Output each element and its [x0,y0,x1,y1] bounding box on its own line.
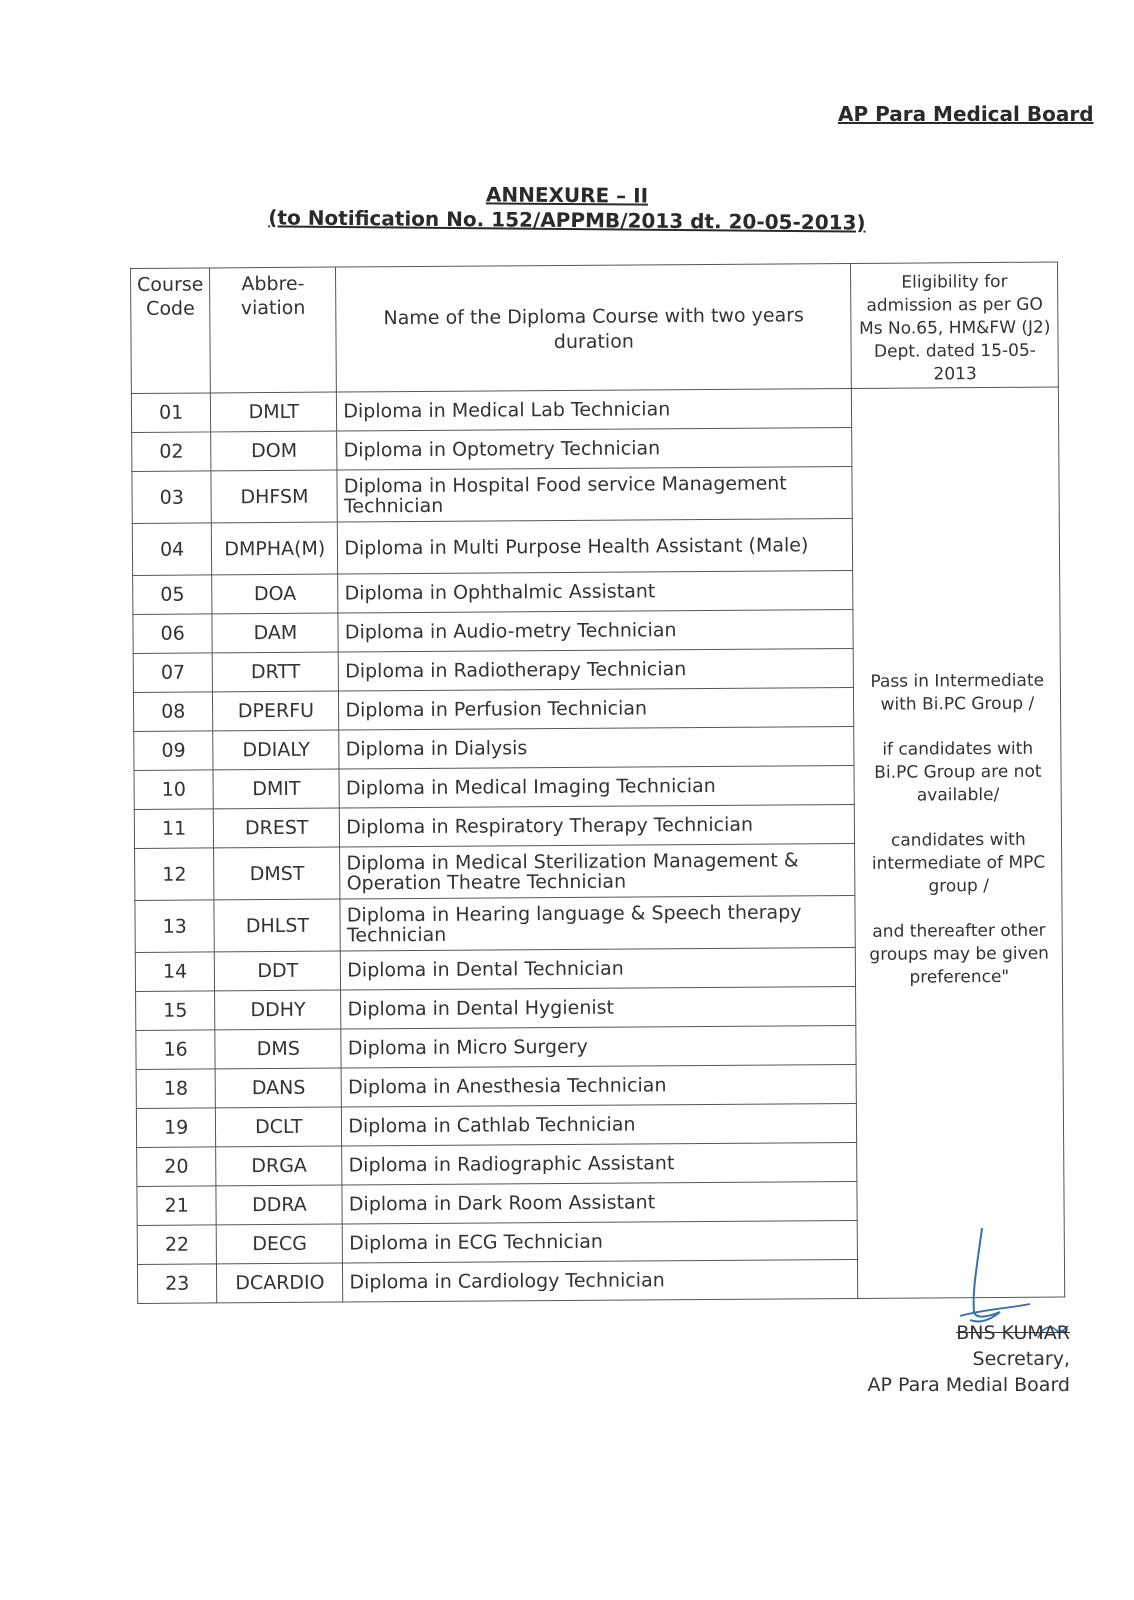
course-name: Diploma in Cathlab Technician [342,1103,857,1146]
eligibility-text-1: Pass in Intermediate with Bi.PC Group / [870,670,1045,715]
org-header: AP Para Medical Board [838,102,1094,126]
course-code: 06 [133,614,213,654]
signatory-org: AP Para Medial Board [867,1374,1070,1396]
annexure-subtitle: (to Notification No. 152/APPMB/2013 dt. 20-05-2013) [268,205,866,235]
course-abbreviation: DMS [215,1029,341,1069]
course-abbreviation: DECG [217,1224,343,1264]
course-code: 18 [136,1069,216,1109]
course-abbreviation: DDHY [215,990,341,1030]
course-code: 19 [136,1108,216,1148]
course-abbreviation: DRGA [216,1146,342,1186]
course-code: 13 [135,900,215,953]
course-code: 07 [133,653,213,693]
course-abbreviation: DMLT [211,392,337,432]
course-name: Diploma in Hearing language & Speech therapy Technician [340,895,855,951]
course-name: Diploma in Audio-metry Technician [338,609,853,652]
course-abbreviation: DOA [212,574,338,614]
eligibility-cell [852,387,1065,1298]
course-code: 15 [136,991,216,1031]
eligibility-text-4: and thereafter other groups may be given preference" [869,920,1049,988]
course-abbreviation: DDT [215,951,341,991]
course-name: Diploma in Dark Room Assistant [342,1181,857,1224]
header-eligibility: Eligibility for admission as per GO Ms No.65, HM&FW (J2) Dept. dated 15-05-2013 [851,262,1059,388]
course-code: 05 [133,575,213,615]
course-abbreviation: DAM [212,613,338,653]
table-header-row [131,262,1059,393]
course-code: 20 [137,1147,217,1187]
course-name: Diploma in Medical Sterilization Management & Operation Theatre Technician [340,843,855,899]
course-code: 04 [132,523,212,576]
course-abbreviation: DOM [211,431,337,471]
course-name: Diploma in Dialysis [339,726,854,769]
course-code: 16 [136,1030,216,1070]
course-name: Diploma in Medical Imaging Technician [339,765,854,808]
course-abbreviation: DPERFU [213,691,339,731]
course-code: 23 [137,1264,217,1304]
course-name: Diploma in Multi Purpose Health Assistant (Male) [338,518,853,574]
course-code: 09 [134,731,214,771]
eligibility-text-3: candidates with intermediate of MPC group / [871,829,1046,897]
course-abbreviation: DDIALY [213,730,339,770]
course-abbreviation: DDRA [216,1185,342,1225]
course-abbreviation: DHLST [214,899,340,952]
signatory-title: Secretary, [972,1348,1070,1370]
course-code: 14 [135,952,215,992]
course-table [130,262,1066,1304]
course-name: Diploma in Dental Technician [341,947,856,990]
signature-block [830,1320,1070,1398]
course-abbreviation: DCARDIO [217,1263,343,1303]
course-code: 22 [137,1225,217,1265]
course-code: 10 [134,770,214,810]
course-name: Diploma in Perfusion Technician [339,687,854,730]
course-name: Diploma in Medical Lab Technician [337,388,852,431]
course-code: 01 [131,393,211,433]
course-name: Diploma in Anesthesia Technician [341,1064,856,1107]
table-row [131,387,1059,432]
course-abbreviation: DREST [214,808,340,848]
course-name: Diploma in Micro Surgery [341,1025,856,1068]
course-name: Diploma in Ophthalmic Assistant [338,570,853,613]
course-name: Diploma in ECG Technician [343,1220,858,1263]
course-name: Diploma in Hospital Food service Management Technician [337,466,852,522]
course-abbreviation: DMIT [213,769,339,809]
annexure-title: ANNEXURE – II [485,182,649,208]
course-code: 08 [133,692,213,732]
header-course-name: Name of the Diploma Course with two years duration [336,263,852,392]
course-code: 21 [137,1186,217,1226]
course-name: Diploma in Radiotherapy Technician [339,648,854,691]
course-abbreviation: DMPHA(M) [212,522,338,575]
course-code: 02 [132,432,212,472]
header-course-code: Course Code [131,268,211,394]
course-abbreviation: DRTT [213,652,339,692]
course-table-wrapper [130,262,1066,1304]
course-abbreviation: DHFSM [211,470,337,523]
course-name: Diploma in Optometry Technician [337,427,852,470]
course-name: Diploma in Radiographic Assistant [342,1142,857,1185]
course-name: Diploma in Dental Hygienist [341,986,856,1029]
course-code: 12 [135,848,215,901]
signatory-name: BNS KUMAR [956,1322,1070,1344]
course-name: Diploma in Cardiology Technician [343,1259,858,1302]
course-abbreviation: DCLT [216,1107,342,1147]
course-code: 11 [134,809,214,849]
course-abbreviation: DANS [215,1068,341,1108]
course-name: Diploma in Respiratory Therapy Technician [340,804,855,847]
eligibility-text-2: if candidates with Bi.PC Group are not available/ [874,738,1042,806]
course-code: 03 [132,471,212,524]
course-abbreviation: DMST [214,847,340,900]
header-abbreviation: Abbre- viation [210,267,337,393]
